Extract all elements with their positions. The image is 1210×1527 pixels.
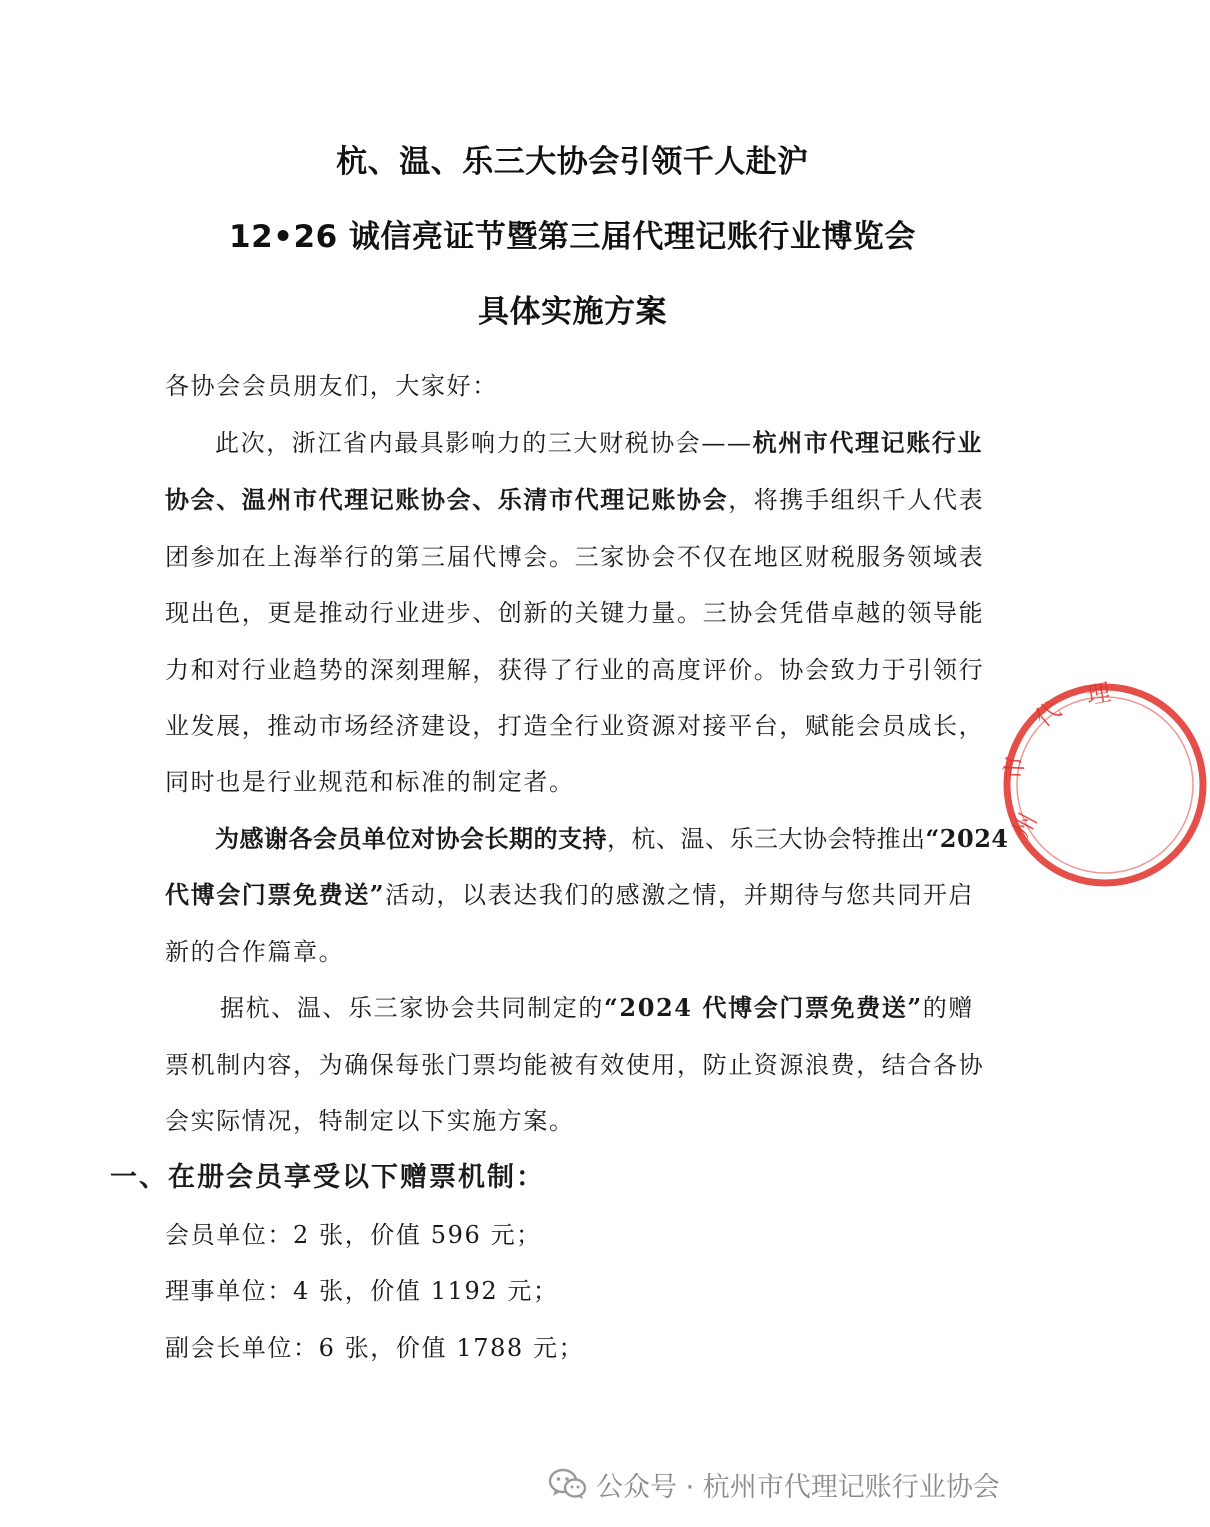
paragraph-line: 新的合作篇章。 bbox=[165, 938, 345, 966]
wechat-icon bbox=[548, 1467, 588, 1501]
document-title-line-3: 具体实施方案 bbox=[478, 294, 667, 330]
paragraph-line: 现出色，更是推动行业进步、创新的关键力量。三协会凭借卓越的领导能 bbox=[165, 599, 985, 627]
document-title-line-1: 杭、温、乐三大协会引领千人赴沪 bbox=[336, 144, 809, 180]
list-item: 理事单位：4 张，价值 1192 元； bbox=[165, 1277, 559, 1305]
paragraph-line: 代博会门票免费送”活动，以表达我们的感激之情，并期待与您共同开启 bbox=[165, 880, 975, 909]
paragraph-line: 力和对行业趋势的深刻理解，获得了行业的高度评价。协会致力于引领行 bbox=[165, 656, 985, 684]
paragraph-line: 会实际情况，特制定以下实施方案。 bbox=[165, 1107, 575, 1135]
paragraph-line: 为感谢各会员单位对协会长期的支持，杭、温、乐三大协会特推出“2024 bbox=[215, 824, 1009, 853]
list-item: 会员单位：2 张，价值 596 元； bbox=[165, 1221, 542, 1249]
section-heading: 一、在册会员享受以下赠票机制： bbox=[110, 1162, 545, 1193]
document-title-line-2: 12•26 诚信亮证节暨第三届代理记账行业博览会 bbox=[229, 219, 916, 255]
paragraph-line: 此次，浙江省内最具影响力的三大财税协会——杭州市代理记账行业 bbox=[215, 428, 984, 457]
wechat-watermark bbox=[548, 1462, 1000, 1506]
list-item: 副会长单位：6 张，价值 1788 元； bbox=[165, 1334, 585, 1362]
paragraph-line: 协会、温州市代理记账协会、乐清市代理记账协会，将携手组织千人代表 bbox=[165, 485, 985, 514]
paragraph-line: 据杭、温、乐三家协会共同制定的“2024 代博会门票免费送”的赠 bbox=[220, 993, 974, 1022]
official-seal-stamp bbox=[1000, 680, 1210, 890]
paragraph-line: 团参加在上海举行的第三届代博会。三家协会不仅在地区财税服务领域表 bbox=[165, 543, 985, 571]
watermark-text: 公众号 · 杭州市代理记账行业协会 bbox=[596, 1471, 1000, 1503]
paragraph-line: 同时也是行业规范和标准的制定者。 bbox=[165, 768, 575, 796]
seal-char: 代 bbox=[1029, 695, 1067, 733]
greeting: 各协会会员朋友们，大家好： bbox=[165, 372, 498, 400]
paragraph-line: 票机制内容，为确保每张门票均能被有效使用，防止资源浪费，结合各协 bbox=[165, 1051, 985, 1079]
paragraph-line: 业发展，推动市场经济建设，打造全行业资源对接平台，赋能会员成长， bbox=[165, 712, 985, 740]
seal-char: 州 bbox=[1006, 808, 1043, 843]
seal-char: 理 bbox=[1084, 678, 1113, 710]
seal-char: 市 bbox=[1000, 755, 1029, 781]
